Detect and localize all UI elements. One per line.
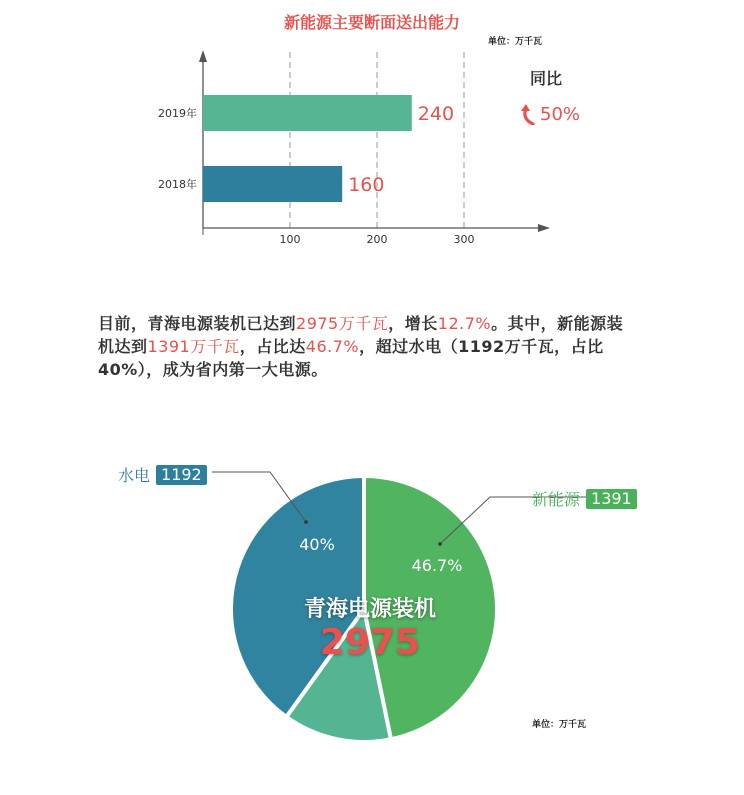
- para-text-3: 。其中，新能源装机达到: [98, 314, 624, 356]
- para-text-1: 目前，青海电源装机已达到: [98, 314, 297, 333]
- bar-data-label: 240: [417, 103, 455, 125]
- bar-chart-title: 新能源主要断面送出能力: [283, 13, 460, 32]
- para-highlight-new-energy: 1391万千瓦: [147, 337, 240, 356]
- bar-category-label: 2018年: [158, 178, 197, 191]
- bar-xtick-label: 100: [279, 233, 301, 246]
- pie-label-hydro-value: 1192: [156, 465, 207, 485]
- pie-center-value: 2975: [319, 622, 421, 663]
- pie-label-new-energy-value: 1391: [586, 489, 637, 509]
- pie-percent-new-energy: 46.7%: [411, 556, 463, 575]
- para-text-4: ，占比达: [239, 337, 306, 356]
- bar-data-label: 160: [348, 174, 385, 196]
- bar-category-label: 2019年: [158, 107, 197, 120]
- para-text-2: ，增长: [388, 314, 438, 333]
- pie-chart-unit: 单位：万千瓦: [532, 720, 587, 730]
- pie-label-hydro: [118, 463, 207, 486]
- leader-dot-new: [438, 542, 442, 546]
- bar-xtick-label: 200: [366, 233, 388, 246]
- pie-label-new-energy: [532, 487, 637, 510]
- para-highlight-share: 46.7%: [305, 337, 360, 356]
- pie-center-title: 青海电源装机: [303, 597, 436, 622]
- yoy-label: 同比: [530, 69, 563, 88]
- leader-dot-hydro: [304, 520, 308, 524]
- para-highlight-total: 2975万千瓦: [296, 314, 389, 333]
- bar-chart-unit: 单位：万千瓦: [488, 37, 543, 47]
- para-text-5: ，超过水电（1192万千瓦，占比40%），成为省内第一大电源。: [98, 337, 604, 379]
- para-highlight-growth: 12.7%: [437, 314, 492, 333]
- bar-xtick-label: 300: [453, 233, 475, 246]
- yoy-value-text: 50%: [540, 103, 581, 125]
- pie-percent-hydro: 40%: [299, 535, 335, 554]
- pie-label-new-energy-name: 新能源: [532, 490, 581, 509]
- pie-label-hydro-name: 水电: [118, 466, 151, 485]
